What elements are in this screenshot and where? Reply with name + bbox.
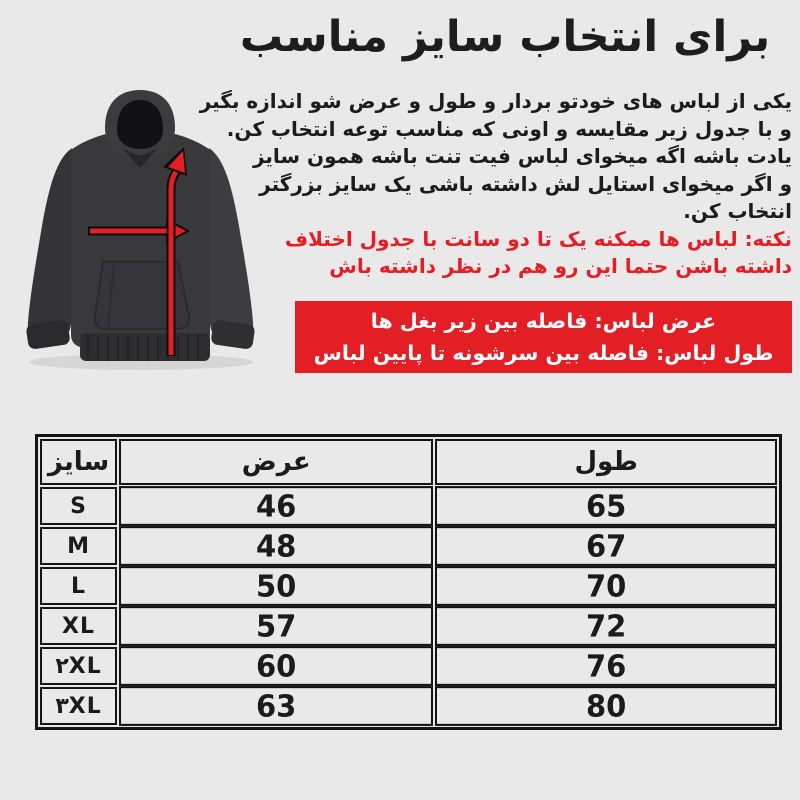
hoodie-illustration	[8, 86, 273, 371]
size-cell: S	[40, 487, 117, 525]
width-cell: 57	[119, 606, 433, 646]
table-row	[40, 687, 777, 725]
table-row	[40, 527, 777, 565]
intro-line: و با جدول زیر مقایسه و اونی که مناسب توعه انتخاب کن.	[226, 116, 792, 141]
page-title: برای انتخاب سایز مناسب	[239, 12, 771, 62]
table-header-row	[40, 439, 777, 485]
size-table	[35, 434, 782, 730]
size-cell: L	[40, 567, 117, 605]
intro-line: و اگر میخوای استایل لش داشته باشی یک سایز بزرگتر	[259, 171, 792, 196]
length-cell: 70	[435, 566, 777, 606]
size-cell: XL	[40, 607, 117, 645]
intro-line: یکی از لباس های خودتو بردار و طول و عرض شو اندازه بگیر	[199, 89, 792, 113]
measure-definitions-banner	[295, 301, 792, 373]
length-cell: 67	[435, 526, 777, 566]
table-row	[40, 487, 777, 525]
note-line: داشته باشن حتما این رو هم در نظر داشته باش	[329, 254, 792, 278]
table-header-length: طول	[435, 439, 777, 485]
length-cell: 80	[435, 686, 777, 726]
width-cell: 50	[119, 566, 433, 606]
table-row	[40, 567, 777, 605]
table-header-size: سایز	[40, 439, 117, 485]
length-cell: 65	[435, 486, 777, 526]
width-cell: 63	[119, 686, 433, 726]
table-header-width: عرض	[119, 439, 433, 485]
note-line: نکته: لباس ها ممکنه یک تا دو سانت با جدول اختلاف	[284, 226, 792, 251]
size-cell: ۲XL	[40, 647, 117, 685]
table-row	[40, 647, 777, 685]
banner-line-length: طول لباس: فاصله بین سرشونه تا پایین لباس	[313, 341, 774, 365]
banner-line-width: عرض لباس: فاصله بین زیر بغل ها	[370, 309, 717, 333]
width-cell: 60	[119, 646, 433, 686]
table-row	[40, 607, 777, 645]
size-cell: M	[40, 527, 117, 565]
intro-text	[199, 88, 792, 281]
length-cell: 72	[435, 606, 777, 646]
length-cell: 76	[435, 646, 777, 686]
hoodie-hem	[80, 333, 210, 361]
width-cell: 46	[119, 486, 433, 526]
width-cell: 48	[119, 526, 433, 566]
size-cell: ۳XL	[40, 687, 117, 725]
intro-line: یادت باشه اگه میخوای لباس فیت تنت باشه همون سایز	[252, 144, 792, 168]
intro-line: انتخاب کن.	[683, 199, 792, 223]
